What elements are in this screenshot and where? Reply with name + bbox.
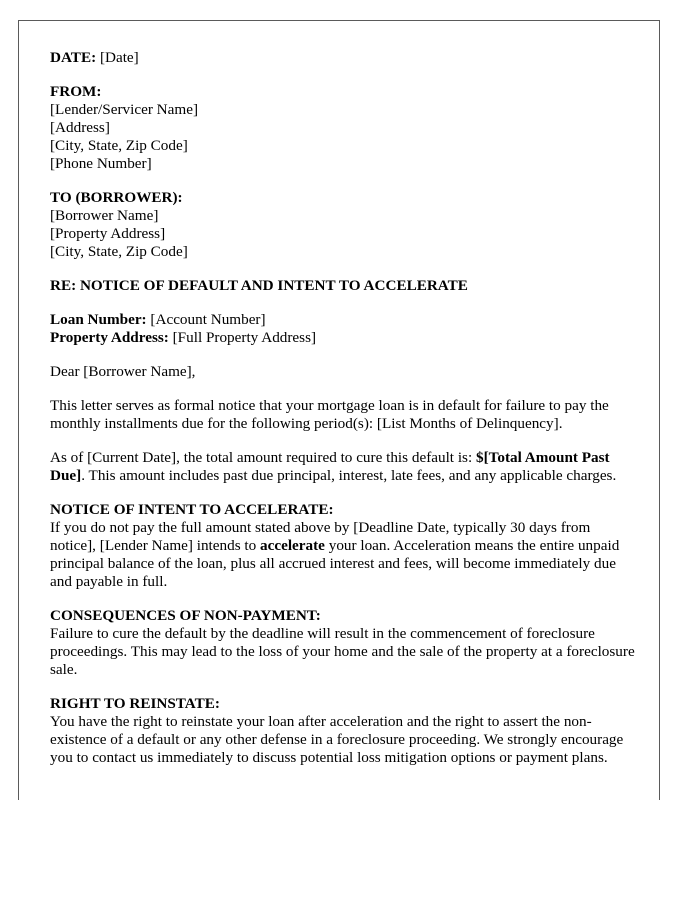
letter-page <box>18 20 660 800</box>
date-label: DATE: <box>50 49 97 66</box>
intent-text-bold: accelerate <box>260 537 325 554</box>
reinstate-text: You have the right to reinstate your loan after acceleration and the right to assert the non-existence of a default or any other defense in a foreclosure proceeding. We strongly encourage you to contact us immediately to discuss potential loss mitigation options or payment plans. <box>50 713 624 766</box>
consequences-text: Failure to cure the default by the deadline will result in the commencement of foreclosure proceedings. This may lead to the loss of your home and the sale of the property at a foreclosure sale. <box>50 625 635 678</box>
to-line: [Borrower Name] <box>50 207 159 224</box>
default-notice-paragraph: This letter serves as formal notice that your mortgage loan is in default for failure to pay the monthly installments due for the following period(s): [List Months of Delinquency]. <box>50 397 609 432</box>
property-address-label: Property Address: <box>50 329 169 346</box>
consequences-section <box>50 607 635 679</box>
property-address-value: [Full Property Address] <box>172 329 317 346</box>
to-line: [Property Address] <box>50 225 166 242</box>
salutation: Dear [Borrower Name], <box>50 363 196 380</box>
loan-number-value: [Account Number] <box>150 311 266 328</box>
from-line: [City, State, Zip Code] <box>50 137 188 154</box>
from-line: [Address] <box>50 119 110 136</box>
from-line: [Phone Number] <box>50 155 152 172</box>
amount-due-value: $[Total Amount Past Due] <box>50 449 610 484</box>
reinstate-heading: RIGHT TO REINSTATE: <box>50 695 220 712</box>
loan-details <box>50 311 635 347</box>
date-line <box>50 49 635 67</box>
intent-text-pre: If you do not pay the full amount stated above by [Deadline Date, typically 30 days from notice], [Lender Name] intends to <box>50 519 591 554</box>
date-value: [Date] <box>99 49 139 66</box>
reinstate-section <box>50 695 635 767</box>
intent-section <box>50 501 635 591</box>
amount-due-pre: As of [Current Date], the total amount required to cure this default is: <box>50 449 476 466</box>
from-line: [Lender/Servicer Name] <box>50 101 198 118</box>
letter-body <box>50 49 635 783</box>
to-block <box>50 189 635 261</box>
amount-due-post: . This amount includes past due principal, interest, late fees, and any applicable charges. <box>81 467 617 484</box>
amount-due-paragraph <box>50 449 635 485</box>
from-label: FROM: <box>50 83 102 100</box>
to-line: [City, State, Zip Code] <box>50 243 188 260</box>
intent-heading: NOTICE OF INTENT TO ACCELERATE: <box>50 501 334 518</box>
to-label: TO (BORROWER): <box>50 189 183 206</box>
intent-text-post: your loan. Acceleration means the entire unpaid principal balance of the loan, plus all accrued interest and fees, will become immediately due and payable in full. <box>50 537 620 590</box>
from-block <box>50 83 635 173</box>
consequences-heading: CONSEQUENCES OF NON-PAYMENT: <box>50 607 321 624</box>
subject-line: RE: NOTICE OF DEFAULT AND INTENT TO ACCELERATE <box>50 277 468 294</box>
loan-number-label: Loan Number: <box>50 311 147 328</box>
